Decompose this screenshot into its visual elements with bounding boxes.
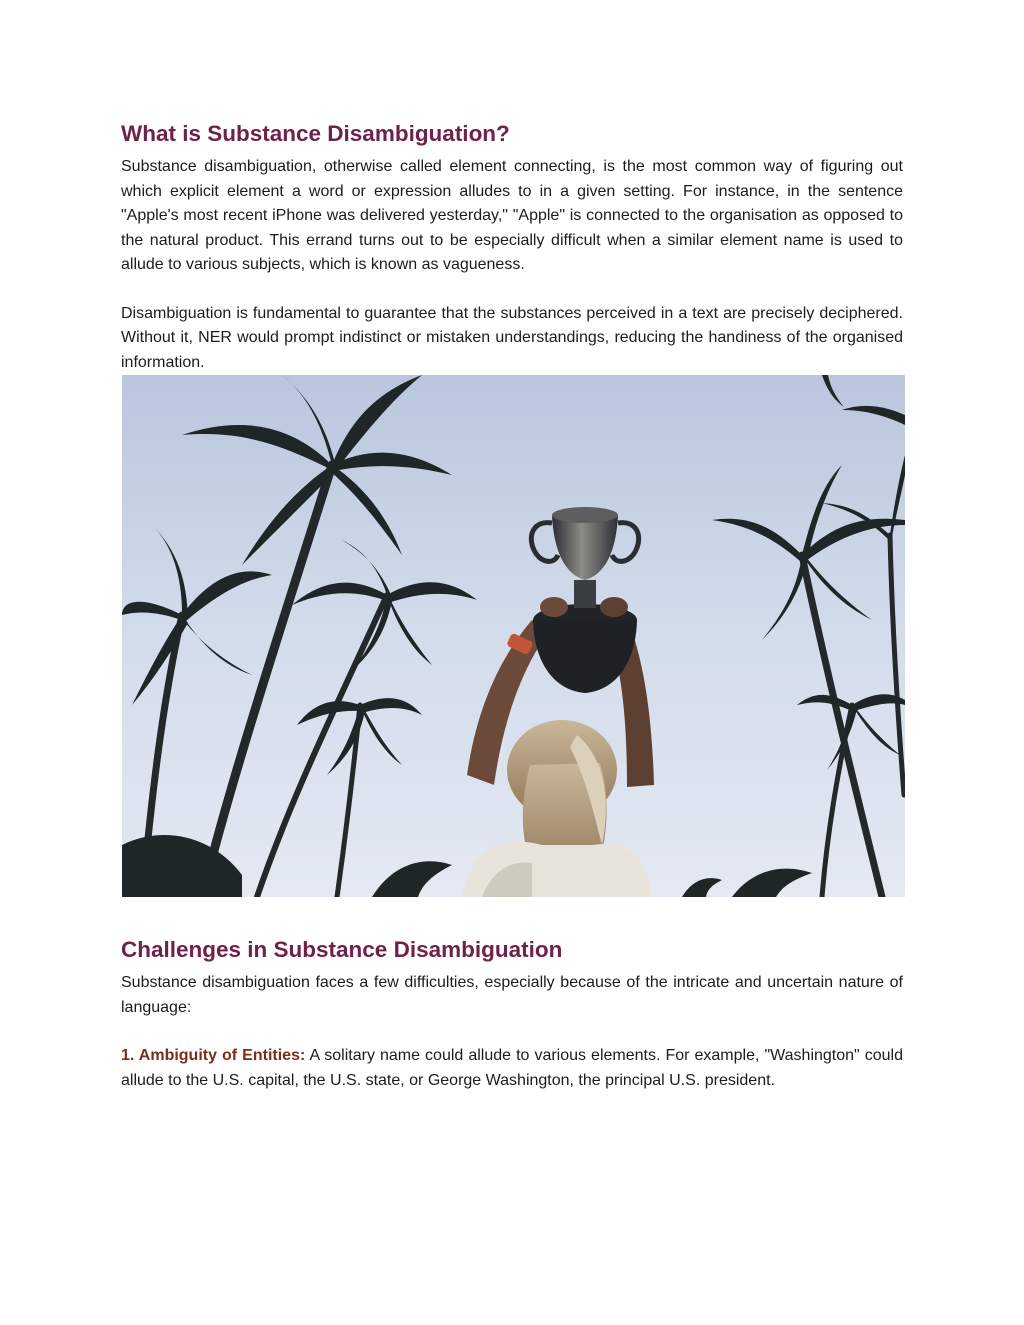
paragraph-importance: Disambiguation is fundamental to guarantee that the substances perceived in a text are precisely deciphered. Without it, NER would prompt indistinct or mistaken understandings, reducing the handiness of the organised information. [121,304,903,371]
paragraph-definition: Substance disambiguation, otherwise called element connecting, is the most common way of figuring out which explicit element a word or expression alludes to in a given setting. For instance, in the sentence "Apple's most recent iPhone was delivered yesterday," "Apple" is connected to the organisation as opposed to the natural product. This errand turns out to be especially difficult when a similar element name is used to allude to various subjects, which is known as vagueness. [121,158,903,273]
list-item-ambiguity [121,1044,903,1093]
list-item-lead: 1. Ambiguity of Entities: [121,1047,306,1064]
paragraph-challenges-intro: Substance disambiguation faces a few difficulties, especially because of the intricate and uncertain nature of language: [121,974,903,1016]
document-page [121,118,903,1093]
trophy-palm-trees-photo [122,375,905,897]
section-title-challenges: Challenges in Substance Disambiguation [121,937,563,962]
section-title-what-is: What is Substance Disambiguation? [121,121,510,146]
list-item-text: A solitary name could allude to various elements. For example, "Washington" could allude to the U.S. capital, the U.S. state, or George Washington, the principal U.S. president. [121,1047,903,1089]
